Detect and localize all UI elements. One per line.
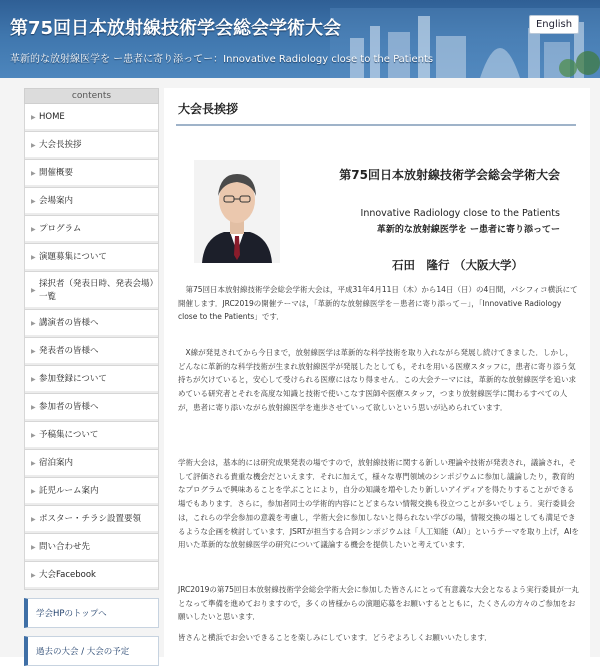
sidebar-item-presenters[interactable] <box>24 338 159 366</box>
arrow-icon: ▶ <box>31 170 36 177</box>
arrow-icon: ▶ <box>31 404 36 411</box>
sidebar-item-speakers[interactable] <box>24 310 159 338</box>
sidebar-item-home[interactable] <box>24 104 159 132</box>
sidebar-item-label: 参加登録について <box>39 374 107 384</box>
sidebar-item-label: 大会長挨拶 <box>39 140 82 150</box>
arrow-icon: ▶ <box>31 488 36 495</box>
sidebar-item-label: HOME <box>39 112 65 122</box>
sidebar-item-accepted-list[interactable] <box>24 272 159 310</box>
arrow-icon: ▶ <box>31 254 36 261</box>
theme-japanese: 革新的な放射線医学を ー患者に寄り添ってー <box>376 225 560 235</box>
sidebar-item-label: ポスター・チラシ設置要領 <box>39 514 142 524</box>
sidebar-item-venue[interactable] <box>24 188 159 216</box>
sidebar <box>24 88 159 666</box>
arrow-icon: ▶ <box>31 226 36 233</box>
president-affiliation: （大阪大学） <box>454 258 523 272</box>
sidebar-item-proceedings[interactable] <box>24 422 159 450</box>
page-title: 大会長挨拶 <box>178 102 239 116</box>
site-title: 第75回日本放射線技術学会総会学術大会 <box>10 18 342 39</box>
paragraph: X線が発見されてから今日まで，放射線医学は革新的な科学技術を取り入れながら発展し続けてきました．しかし，どんなに革新的な科学技術が生まれ放射線医学が発展したとしても，それを用いる医療スタッフに，患者に寄り添う気持ちが欠けていると，安心して受けられる医療にはなり得ません．この大会テーマには，革新的な放射線医学を追い求めている研究者とそれを高度な知識と技術で使いこなす医師や医療スタッフ，つまり放射線医学に関わるすべての人が，患者に寄り添いながら放射線医学を進歩させていって欲しいという思いが込められています． <box>178 348 576 412</box>
arrow-icon: ▶ <box>31 460 36 467</box>
paragraph: 皆さんと横浜でお会いできることを楽しみにしています．どうぞよろしくお願いいたします． <box>178 633 492 642</box>
sidebar-item-label: 宿泊案内 <box>39 458 74 468</box>
theme-english: Innovative Radiology close to the Patients <box>360 208 560 219</box>
arrow-icon: ▶ <box>31 544 36 551</box>
sidebar-item-call-for-papers[interactable] <box>24 244 159 272</box>
society-top-link[interactable]: 学会HPのトップへ <box>24 598 159 628</box>
sidebar-item-participants[interactable] <box>24 394 159 422</box>
sidebar-heading: contents <box>24 88 159 104</box>
arrow-icon: ▶ <box>31 572 36 579</box>
arrow-icon: ▶ <box>31 114 36 121</box>
arrow-icon: ▶ <box>31 376 36 383</box>
main-content <box>164 88 590 657</box>
site-header <box>0 0 600 78</box>
sidebar-item-program[interactable] <box>24 216 159 244</box>
sidebar-item-greeting[interactable] <box>24 132 159 160</box>
arrow-icon: ▶ <box>31 142 36 149</box>
sidebar-item-label: プログラム <box>39 224 82 234</box>
president-name: 石田 隆行 <box>392 258 450 272</box>
paragraph: 第75回日本放射線技術学会総会学術大会は，平成31年4月11日（木）から14日（日）の4日間，パシフィコ横浜にて開催します．JRC2019の開催テーマは，「革新的な放射線医学を－患者に寄り添って－」，「Innovative Radiology close to the Patients」です． <box>178 285 578 322</box>
sidebar-item-registration[interactable] <box>24 366 159 394</box>
conference-name: 第75回日本放射線技術学会総会学術大会 <box>339 168 560 182</box>
sidebar-item-label: 発表者の皆様へ <box>39 346 99 356</box>
english-button[interactable]: English <box>529 15 579 34</box>
sidebar-item-label: 開催概要 <box>39 168 74 178</box>
sidebar-item-label: 講演者の皆様へ <box>39 318 99 328</box>
past-meetings-link[interactable]: 過去の大会 / 大会の予定 <box>24 636 159 666</box>
arrow-icon: ▶ <box>31 320 36 327</box>
president-photo <box>194 160 280 263</box>
sidebar-item-poster[interactable] <box>24 506 159 534</box>
sidebar-menu <box>24 104 159 590</box>
arrow-icon: ▶ <box>31 516 36 523</box>
site-subtitle: 革新的な放射線医学を ー患者に寄り添ってー：Innovative Radiology close to the Patients <box>10 54 434 65</box>
sidebar-item-childcare[interactable] <box>24 478 159 506</box>
arrow-icon: ▶ <box>31 287 36 294</box>
sidebar-item-label: 参加者の皆様へ <box>39 402 99 412</box>
title-divider <box>176 124 576 126</box>
sidebar-item-label: 採択者（発表日時、発表会場）一覧 <box>39 278 154 302</box>
sidebar-item-label: 大会Facebook <box>39 570 96 580</box>
paragraph: 学術大会は，基本的には研究成果発表の場ですので，放射線技術に関する新しい理論や技術が発表され，議論され，そして評価される貴重な機会だといえます．それに加えて，様々な専門領域のシンポジウムに参加し議論したり，教育的なプログラムで興味あることを学ぶことにより，自分の知識を増やしたり新しいアイディアを得たりすることができる場でもあります．さらに，参加者同士の学術的内容にとどまらない情報交換も役立つことが多いでしょう．実行委員会は，これらの学会参加の意義を考慮し，学術大会に参加しないと得られない学びの場，情報交換の場としても満足できるような企画を検討しています．JSRTが担当する合同シンポジウムは「人工知能（AI）」というテーマを取り上げ，AIを用いた革新的な放射線医学の研究について議論する機会を提供したいと考えています． <box>178 458 579 550</box>
sidebar-item-label: 託児ルーム案内 <box>39 486 99 496</box>
arrow-icon: ▶ <box>31 432 36 439</box>
paragraph: JRC2019の第75回日本放射線技術学会総会学術大会に参加した皆さんにとって有意義な大会となるよう実行委員が一丸となって準備を進めておりますので，多くの皆様からの演題応募をお願いするとともに，たくさんの方々のご参加をお願いしたいと思います． <box>178 585 579 622</box>
sidebar-item-label: 予稿集について <box>39 430 99 440</box>
sidebar-item-contact[interactable] <box>24 534 159 562</box>
sidebar-item-facebook[interactable] <box>24 562 159 590</box>
sidebar-item-overview[interactable] <box>24 160 159 188</box>
sidebar-item-label: 演題募集について <box>39 252 107 262</box>
arrow-icon: ▶ <box>31 348 36 355</box>
sidebar-item-label: 問い合わせ先 <box>39 542 91 552</box>
sidebar-item-accommodation[interactable] <box>24 450 159 478</box>
arrow-icon: ▶ <box>31 198 36 205</box>
page-body <box>0 78 600 657</box>
sidebar-item-label: 会場案内 <box>39 196 74 206</box>
